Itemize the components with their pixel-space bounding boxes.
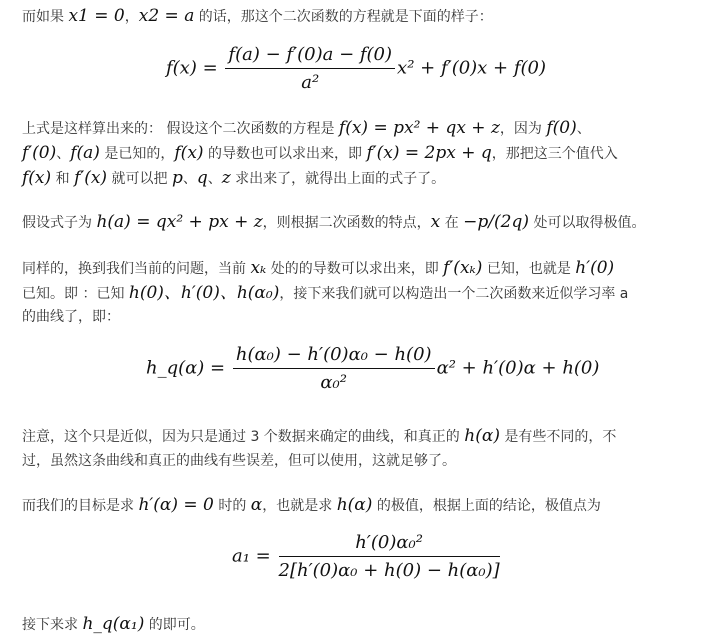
text: 的即可。 bbox=[144, 617, 205, 633]
text: 、 bbox=[576, 121, 591, 137]
text: ，那把这三个值代入 bbox=[491, 146, 618, 162]
text: 和 bbox=[51, 171, 75, 187]
fraction-denominator: a² bbox=[301, 72, 320, 93]
fraction bbox=[279, 532, 500, 581]
paragraph-extremum bbox=[22, 210, 712, 235]
text: 是已知的， bbox=[99, 146, 175, 162]
paragraph-goal bbox=[22, 493, 712, 518]
math-inline: f(x) bbox=[22, 168, 52, 188]
math-inline: f(x) = px² + qx + z bbox=[338, 118, 500, 138]
text: 过，虽然这条曲线和真正的曲线有些误差，但可以使用，这就足够了。 bbox=[22, 453, 456, 469]
text: 、 bbox=[207, 171, 222, 187]
paragraph-note-line1 bbox=[22, 424, 712, 449]
math-inline: h(α) bbox=[464, 426, 500, 446]
text: 而如果 bbox=[22, 9, 69, 25]
paragraph-derivation-line2 bbox=[22, 141, 712, 166]
fraction-numerator: h(α₀) − h′(0)α₀ − h(0) bbox=[233, 344, 435, 369]
text: 处的的导数可以求出来，即 bbox=[266, 261, 444, 277]
text: 的话，那这个二次函数的方程就是下面的样子： bbox=[194, 9, 493, 25]
math-inline: x bbox=[430, 212, 441, 232]
text: 接下来求 bbox=[22, 617, 83, 633]
text: 处可以取得极值。 bbox=[529, 215, 646, 231]
text: 时的 bbox=[213, 498, 251, 514]
text: ，接下来我们就可以构造出一个二次函数来近似学习率 a bbox=[279, 286, 629, 302]
math-inline: f′(0) bbox=[22, 143, 57, 163]
text: 在 bbox=[440, 215, 464, 231]
paragraph-current-problem-line2 bbox=[22, 281, 712, 306]
equation-lhs: h_q(α) = bbox=[146, 357, 226, 379]
math-inline: h′(α) = 0 bbox=[138, 495, 214, 515]
math-inline: z bbox=[221, 168, 231, 188]
text: 求出来了，就得出上面的式子了。 bbox=[230, 171, 446, 187]
text: 的导数也可以求出来，即 bbox=[203, 146, 367, 162]
paragraph-derivation-line1 bbox=[22, 116, 712, 141]
fraction-denominator: 2[h′(0)α₀ + h(0) − h(α₀)] bbox=[278, 560, 500, 581]
text: ，因为 bbox=[499, 121, 547, 137]
math-inline: p bbox=[171, 168, 183, 188]
math-inline: f(a) bbox=[70, 143, 100, 163]
text: ，则根据二次函数的特点， bbox=[262, 215, 431, 231]
fraction-numerator: f(a) − f′(0)a − f(0) bbox=[225, 44, 395, 69]
text: 假设式子为 bbox=[22, 215, 97, 231]
text: 、 bbox=[56, 146, 71, 162]
math-inline: x2 = a bbox=[138, 6, 195, 26]
math-inline: α bbox=[250, 495, 263, 515]
fraction-numerator: h′(0)α₀² bbox=[279, 532, 500, 557]
text: 的曲线了，即： bbox=[22, 309, 120, 325]
equation-rest: α² + h′(0)α + h(0) bbox=[436, 357, 600, 379]
math-inline: h(a) = qx² + px + z bbox=[96, 212, 263, 232]
math-inline: h_q(α₁) bbox=[82, 614, 145, 634]
math-inline: q bbox=[196, 168, 208, 188]
math-inline: f(x) bbox=[174, 143, 204, 163]
math-inline: f′(x) bbox=[74, 168, 108, 188]
text: 上式是这样算出来的： 假设这个二次函数的方程是 bbox=[22, 121, 339, 137]
equation-quadratic-h bbox=[146, 344, 599, 393]
math-inline: x1 = 0 bbox=[68, 6, 125, 26]
paragraph-derivation-line3 bbox=[22, 166, 712, 191]
math-inline: f′(x) = 2px + q bbox=[366, 143, 492, 163]
paragraph-note-line2 bbox=[22, 449, 712, 473]
equation-lhs: f(x) = bbox=[166, 57, 218, 79]
text: 就可以把 bbox=[107, 171, 172, 187]
paragraph-final bbox=[22, 612, 712, 637]
equation-rest: x² + f′(0)x + f(0) bbox=[397, 57, 547, 79]
math-inline: h(0)、h′(0)、h(α₀) bbox=[128, 283, 280, 303]
math-inline: h(α) bbox=[336, 495, 373, 515]
paragraph-intro bbox=[22, 4, 712, 29]
text: 、 bbox=[182, 171, 197, 187]
paragraph-current-problem-line1 bbox=[22, 256, 712, 281]
math-inline: xₖ bbox=[250, 258, 267, 278]
text: 而我们的目标是求 bbox=[22, 498, 139, 514]
equation-quadratic-f bbox=[166, 44, 546, 93]
text: 已知，也就是 bbox=[482, 261, 576, 277]
text: ， bbox=[124, 9, 139, 25]
text: 是有些不同的，不 bbox=[499, 429, 617, 445]
text: 的极值，根据上面的结论，极值点为 bbox=[372, 498, 601, 514]
text: 同样的，换到我们当前的问题，当前 bbox=[22, 261, 251, 277]
text: 已知。即 ：已知 bbox=[22, 286, 129, 302]
text: ，也就是求 bbox=[262, 498, 337, 514]
text: 注意，这个只是近似，因为只是通过 3 个数据来确定的曲线，和真正的 bbox=[22, 429, 465, 445]
fraction-denominator: α₀² bbox=[320, 372, 347, 393]
fraction bbox=[233, 344, 435, 393]
math-inline: f(0) bbox=[546, 118, 577, 138]
equation-lhs: a₁ = bbox=[232, 545, 271, 567]
math-inline: −p/(2q) bbox=[463, 212, 529, 232]
math-inline: h′(0) bbox=[575, 258, 615, 278]
math-inline: f′(xₖ) bbox=[443, 258, 483, 278]
fraction bbox=[225, 44, 395, 93]
equation-extremum-a1 bbox=[232, 532, 502, 581]
paragraph-current-problem-line3 bbox=[22, 305, 712, 329]
